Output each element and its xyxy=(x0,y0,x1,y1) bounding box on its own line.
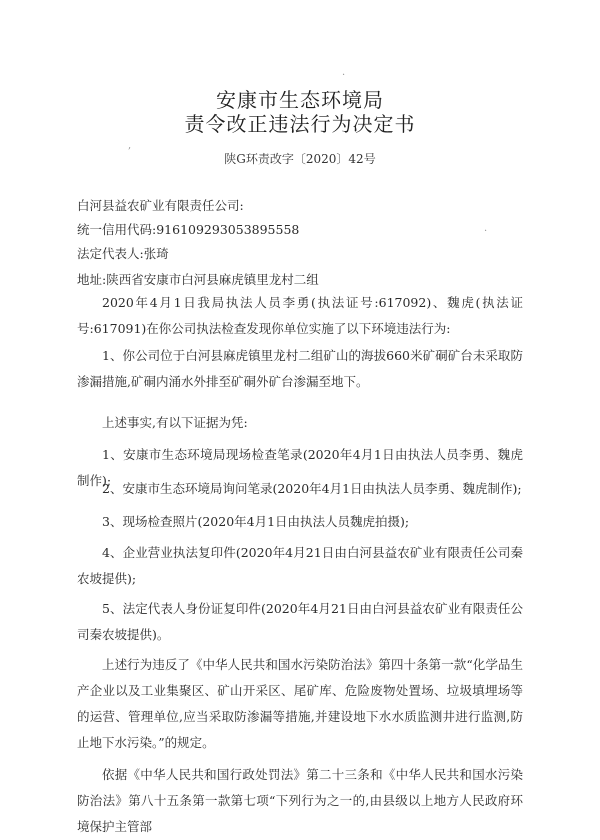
recipient-address: 地址:陕西省安康市白河县麻虎镇里龙村二组 xyxy=(77,272,319,287)
scan-speck: , xyxy=(128,140,132,151)
evidence-intro-paragraph: 上述事实,有以下证据为凭: xyxy=(102,415,248,430)
document-title-line1: 安康市生态环境局 xyxy=(216,88,384,112)
evidence-3-paragraph: 3、现场检查照片(2020年4月1日由执法人员魏虎拍摄); xyxy=(102,514,410,529)
scan-speck: · xyxy=(342,70,346,81)
evidence-5-paragraph: 5、法定代表人身份证复印件(2020年4月21日由白河县益农矿业有限责任公司秦农坡提供)。 xyxy=(77,601,523,642)
document-number: 陕G环责改字〔2020〕42号 xyxy=(224,152,376,166)
evidence-4-paragraph: 4、企业营业执法复印件(2020年4月21日由白河县益农矿业有限责任公司秦农坡提供); xyxy=(77,545,523,586)
law-violation-paragraph: 上述行为违反了《中华人民共和国水污染防治法》第四十条第一款“化学品生产企业以及工业集聚区、矿山开采区、尾矿库、危险废物处置场、垃圾填埋场等的运营、管理单位,应当采取防渗漏等措施,并建设地下水水质监测井进行监测,防止地下水污染。”的规定。 xyxy=(77,657,523,750)
recipient-company: 白河县益农矿业有限责任公司: xyxy=(77,198,244,213)
law-basis-paragraph: 依据《中华人民共和国行政处罚法》第二十三条和《中华人民共和国水污染防治法》第八十五条第一款第七项“下列行为之一的,由县级以上地方人民政府环境保护主管部 xyxy=(77,767,523,834)
scan-speck: · xyxy=(484,226,488,237)
evidence-1-paragraph: 1、安康市生态环境局现场检查笔录(2020年4月1日由执法人员李勇、魏虎制作); xyxy=(77,447,523,488)
document-title-line2: 责令改正违法行为决定书 xyxy=(184,112,416,136)
violation-1-paragraph: 1、你公司位于白河县麻虎镇里龙村二组矿山的海拔660米矿硐矿台未采取防渗漏措施,矿硐内涌水外排至矿硐外矿台渗漏至地下。 xyxy=(77,348,523,389)
intro-paragraph: 2020年4月1日我局执法人员李勇(执法证号:617092)、魏虎(执法证号:617091)在你公司执法检查发现你单位实施了以下环境违法行为: xyxy=(77,295,523,336)
recipient-legal-rep: 法定代表人:张琦 xyxy=(77,246,169,261)
recipient-credit-code: 统一信用代码:916109293053895558 xyxy=(77,222,300,237)
evidence-2-paragraph: 2、安康市生态环境局询问笔录(2020年4月1日由执法人员李勇、魏虎制作); xyxy=(102,481,522,496)
